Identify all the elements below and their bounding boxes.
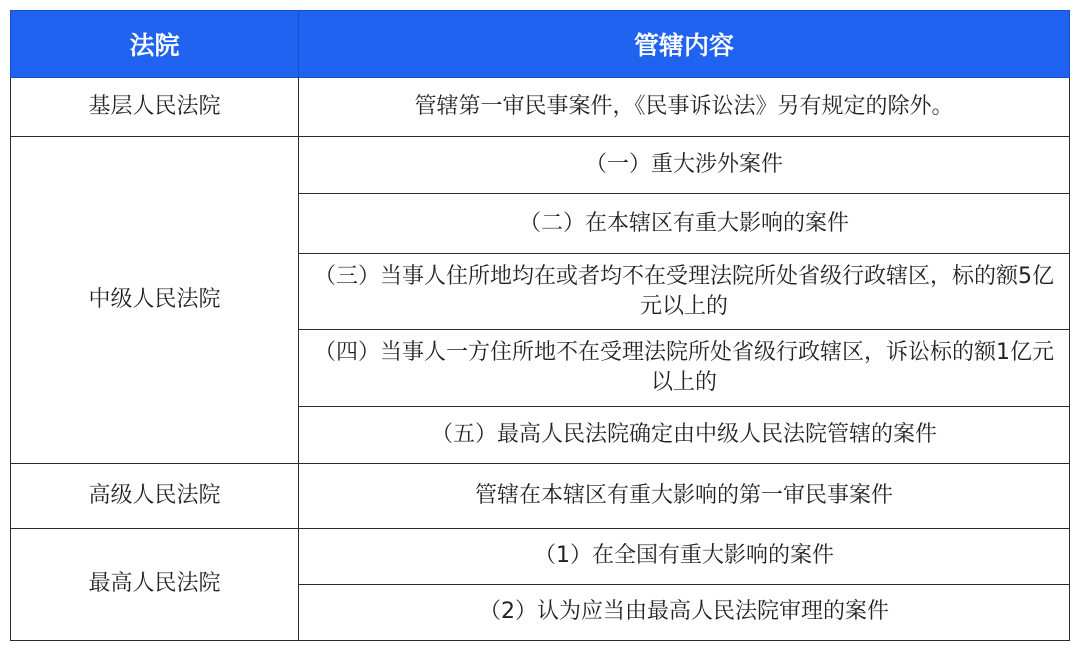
jurisdiction-cell: 管辖第一审民事案件，《民事诉讼法》另有规定的除外。 [299,78,1070,137]
jurisdiction-cell: 管辖在本辖区有重大影响的第一审民事案件 [299,463,1070,528]
header-jurisdiction: 管辖内容 [299,11,1070,78]
court-high: 高级人民法院 [11,463,299,528]
court-basic: 基层人民法院 [11,78,299,137]
table-header-row [11,11,1070,78]
jurisdiction-cell: （四）当事人一方住所地不在受理法院所处省级行政辖区，诉讼标的额1亿元以上的 [299,330,1070,406]
court-intermediate: 中级人民法院 [11,137,299,464]
table-row [11,528,1070,584]
table-row [11,463,1070,528]
jurisdiction-cell: （1）在全国有重大影响的案件 [299,528,1070,584]
court-supreme: 最高人民法院 [11,528,299,640]
jurisdiction-cell: （五）最高人民法院确定由中级人民法院管辖的案件 [299,406,1070,463]
jurisdiction-cell: （2）认为应当由最高人民法院审理的案件 [299,584,1070,640]
jurisdiction-cell: （一）重大涉外案件 [299,137,1070,194]
jurisdiction-table [10,10,1070,641]
header-court: 法院 [11,11,299,78]
jurisdiction-cell: （三）当事人住所地均在或者均不在受理法院所处省级行政辖区，标的额5亿元以上的 [299,254,1070,330]
jurisdiction-cell: （二）在本辖区有重大影响的案件 [299,194,1070,254]
table-row [11,78,1070,137]
table-row [11,137,1070,194]
